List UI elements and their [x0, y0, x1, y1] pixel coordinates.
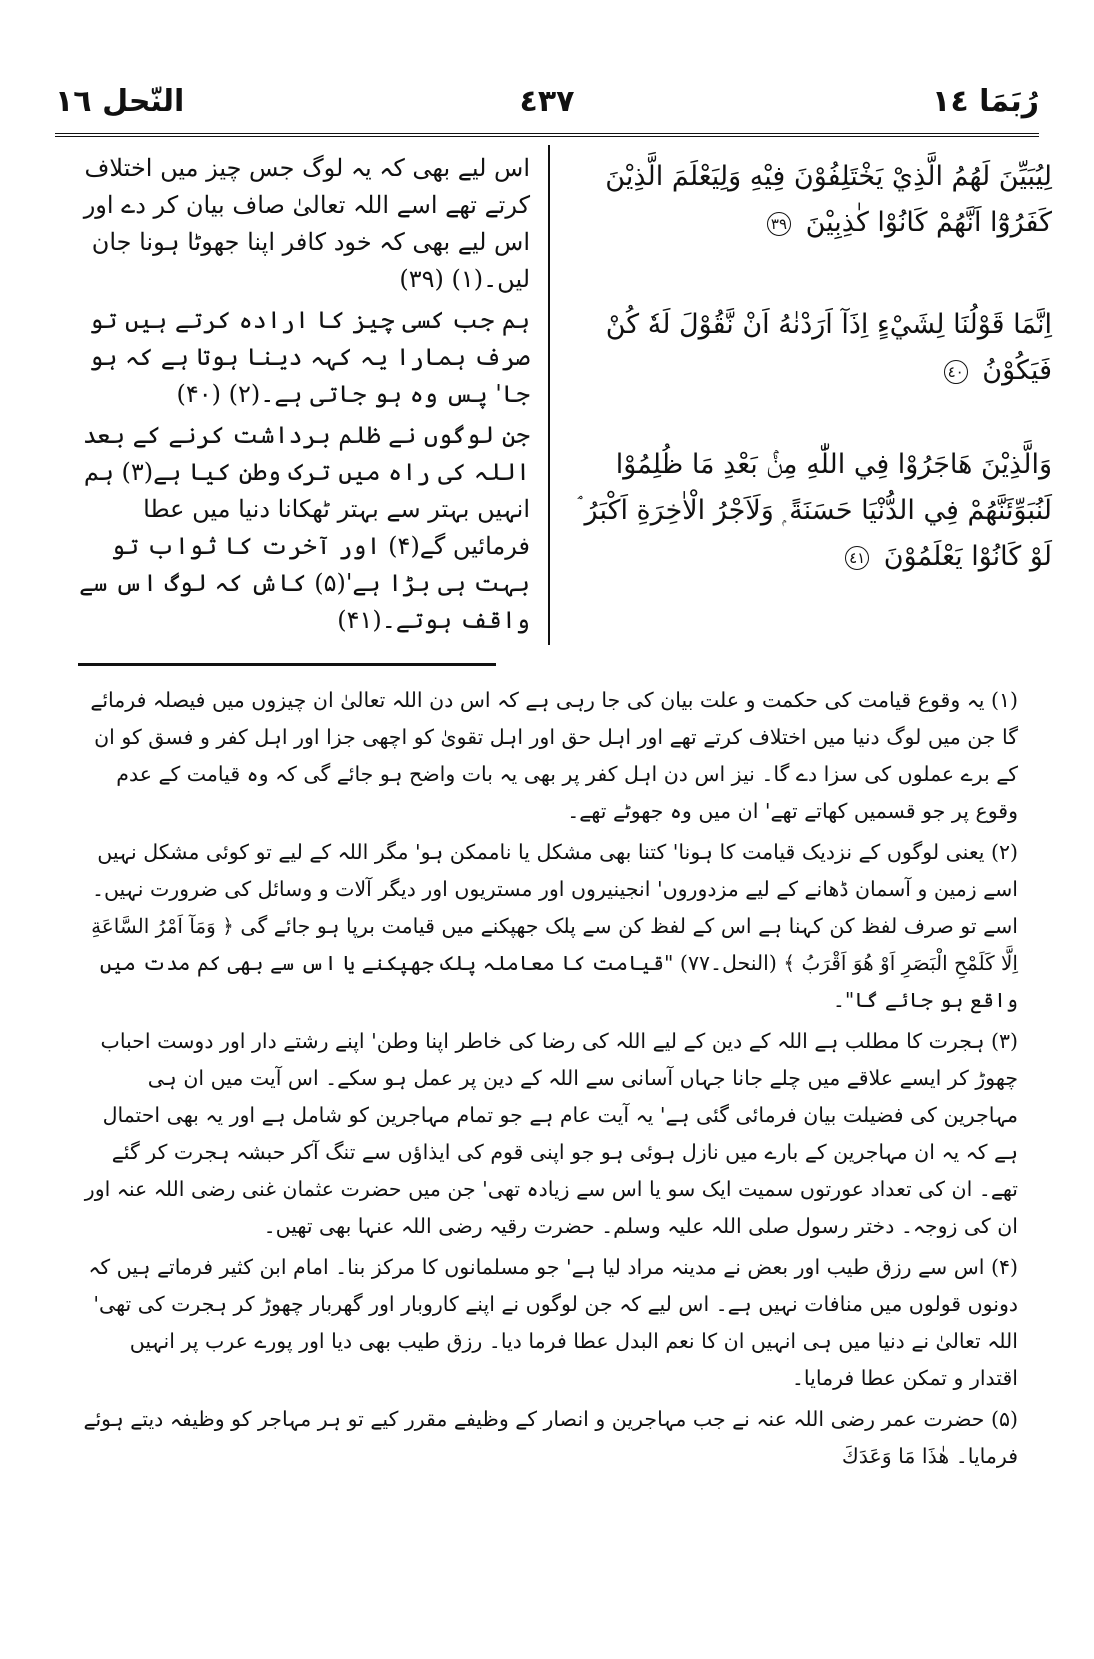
footnotes — [78, 682, 1018, 1479]
footnote-2 — [78, 834, 1018, 1019]
page-number: ٤٣٧ — [519, 84, 575, 119]
footnote-2-text: (۲) یعنی لوگوں کے نزدیک قیامت کا ہونا' کتنا بھی مشکل یا ناممکن ہو' مگر اللہ کے لیے تو کوئی مشکل نہیں اسے زمین و آسمان ڈھانے کے لیے مزدوروں' انجینیروں اور مستریوں اور دیگر آلات و وسائل کی ضرورت نہیں۔ اسے تو صرف لفظ کن کہنا ہے اس کے لفظ کن سے پلک جھپکنے میں قیامت برپا ہو جائے گی — [91, 840, 1018, 938]
arabic-ayah-text: وَالَّذِيْنَ هَاجَرُوْا فِي اللّٰهِ مِنْۢ بَعْدِ مَا ظُلِمُوْا لَنُبَوِّئَنَّهُمْ فِي الدُّنْيَا حَسَنَةً ۭ وَلَاَجْرُ الْاٰخِرَةِ اَكْبَرُ ۘ لَوْ كَانُوْا يَعْلَمُوْنَ — [577, 449, 1052, 572]
translation-ayah-41: جن لوگوں نے ظلم برداشت کرنے کے بعد اللہ کی راہ میں ترک وطن کیا ہے(۳) ہم انہیں بہتر سے بہتر ٹھکانا دنیا میں عطا فرمائیں گے(۴) اور آخرت کا ثواب تو بہت ہی بڑا ہے'(۵) کاش کہ لوگ اس سے واقف ہوتے۔(۴۱) — [79, 421, 530, 634]
ayah-number-marker: ٤٠ — [944, 360, 968, 384]
footnote-1: (۱) یہ وقوع قیامت کی حکمت و علت بیان کی جا رہی ہے کہ اس دن اللہ تعالیٰ ان چیزوں میں فیصلہ فرمائے گا جن میں لوگ دنیا میں اختلاف کرتے تھے اور اہل حق اور اہل تقویٰ کو اچھی جزا اور اہل کفر و فسق کو ان کے برے عملوں کی سزا دے گا۔ نیز اس دن اہل کفر پر بھی یہ بات واضح ہو جائے گی کہ وہ قیامت کے عدم وقوع پر جو قسمیں کھاتے تھے' ان میں وہ جھوٹے تھے۔ — [90, 688, 1018, 823]
translation-ayah-39: اس لیے بھی کہ یہ لوگ جس چیز میں اختلاف کرتے تھے اسے اللہ تعالیٰ صاف بیان کر دے اور اس لیے بھی کہ خود کافر اپنا جھوٹا ہونا جان لیں۔(۱) (۳۹) — [83, 154, 530, 293]
page-header — [55, 78, 1039, 130]
surah-name: النّحل ١٦ — [55, 84, 185, 119]
footnote-5: (۵) حضرت عمر رضی اللہ عنہ نے جب مہاجرین و انصار کے وظیفے مقرر کیے تو ہر مہاجر کو وظیفہ دیتے ہوئے فرمایا۔ هٰذَا مَا وَعَدَكَ — [83, 1407, 1018, 1468]
header-divider — [55, 133, 1039, 137]
arabic-ayah-39 — [570, 154, 1052, 246]
ayah-number-marker: ٣٩ — [767, 212, 791, 236]
quran-quote: ﴿ وَمَآ اَمْرُ السَّاعَةِ اِلَّا كَلَمْحِ الْبَصَرِ اَوْ هُوَ اَقْرَبُ ﴾ — [91, 914, 1018, 975]
translation-column — [78, 150, 530, 639]
footnote-3: (۳) ہجرت کا مطلب ہے اللہ کے دین کے لیے اللہ کی رضا کی خاطر اپنا وطن' اپنے رشتے دار اور دوست احباب چھوڑ کر ایسے علاقے میں چلے جانا جہاں آسانی سے اللہ کے دین پر عمل ہو سکے۔ اس آیت میں ان ہی مہاجرین کی فضیلت بیان فرمائی گئی ہے' یہ آیت عام ہے جو تمام مہاجرین کو شامل ہے اور یہ بھی احتمال ہے کہ یہ ان مہاجرین کے بارے میں نازل ہوئی ہو جو اپنی قوم کی ایذاؤں سے تنگ آکر حبشہ ہجرت کر گئے تھے۔ ان کی تعداد عورتوں سمیت ایک سو یا اس سے زیادہ تھی' جن میں حضرت عثمان غنی رضی اللہ عنہ اور ان کی زوجہ۔ دختر رسول صلی اللہ علیہ وسلم۔ حضرت رقیہ رضی اللہ عنہا بھی تھیں۔ — [84, 1029, 1018, 1238]
arabic-ayah-41 — [570, 442, 1052, 580]
arabic-column — [570, 150, 1052, 580]
ayah-number-marker: ٤١ — [845, 546, 869, 570]
arabic-ayah-text: اِنَّمَا قَوْلُنَا لِشَيْءٍ اِذَآ اَرَدْنٰهُ اَنْ نَّقُوْلَ لَهٗ كُنْ فَيَكُوْنُ — [605, 309, 1052, 386]
arabic-ayah-40 — [570, 302, 1052, 394]
arabic-ayah-text: لِيُبَيِّنَ لَهُمُ الَّذِيْ يَخْتَلِفُوْنَ فِيْهِ وَلِيَعْلَمَ الَّذِيْنَ كَفَرُوْٓا اَنَّهُمْ كَانُوْا كٰذِبِيْنَ — [605, 161, 1052, 238]
footnote-divider — [78, 663, 496, 666]
juz-name: رُبَمَا ١٤ — [932, 84, 1039, 119]
footnote-2-tail: (النحل۔۷۷) "قیامت کا معاملہ پلک جھپکنے یا اس سے بھی کم مدت میں واقع ہو جائے گا"۔ — [99, 951, 1018, 1012]
column-divider — [548, 145, 550, 645]
translation-ayah-40: ہم جب کسی چیز کا ارادہ کرتے ہیں تو صرف ہمارا یہ کہہ دینا ہوتا ہے کہ ہو جا' پس وہ ہو جاتی ہے۔(۲) (۴۰) — [89, 306, 530, 408]
footnote-4: (۴) اس سے رزق طیب اور بعض نے مدینہ مراد لیا ہے' جو مسلمانوں کا مرکز بنا۔ امام ابن کثیر فرماتے ہیں کہ دونوں قولوں میں منافات نہیں ہے۔ اس لیے کہ جن لوگوں نے اپنے کاروبار اور گھربار چھوڑ کر ہجرت کی تھی' اللہ تعالیٰ نے دنیا میں ہی انہیں ان کا نعم البدل عطا فرما دیا۔ رزق طیب بھی دیا اور پورے عرب پر انہیں اقتدار و تمکن عطا فرمایا۔ — [88, 1255, 1018, 1390]
